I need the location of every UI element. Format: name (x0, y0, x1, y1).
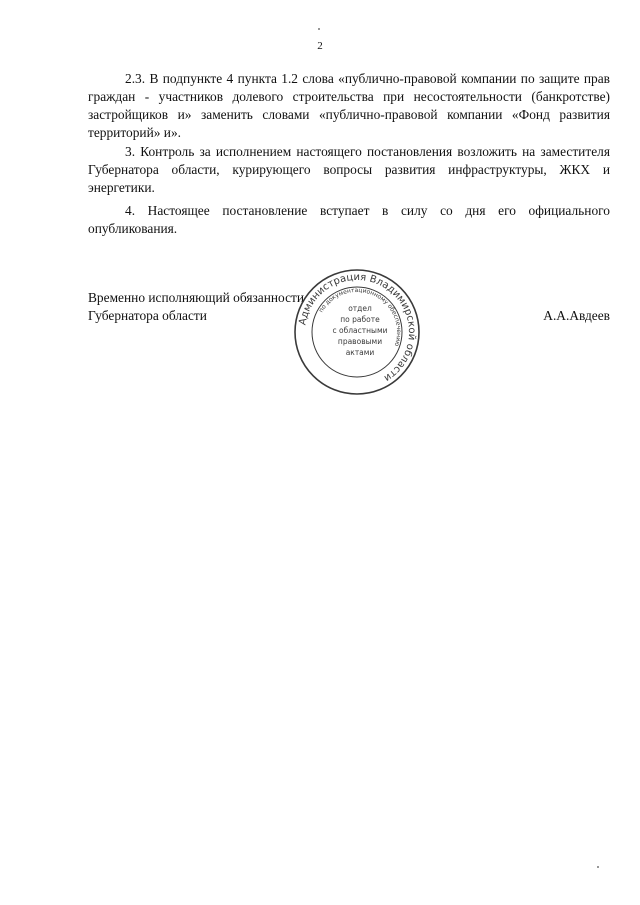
seal-center-line: с областными (332, 326, 388, 335)
official-seal (292, 267, 422, 397)
paragraph-4: 4. Настоящее постановление вступает в силу со дня его официального опубликования. (88, 203, 610, 236)
scan-speck (318, 28, 320, 30)
page-number: 2 (317, 40, 323, 52)
seal-center-line: актами (345, 348, 375, 357)
seal-inner-text: по документационному обеспечению (317, 286, 403, 348)
seal-center-line: правовыми (337, 337, 383, 346)
paragraph-2-3: 2.3. В подпункте 4 пункта 1.2 слова «публично-правовой компании по защите прав граждан - участников долевого строительства при несостоятельности (банкротстве) застройщиков и» заменить словами «публично-правовой компании «Фонд развития территорий» и». (88, 71, 610, 140)
signatory-role-line-2: Губернатора области (88, 308, 207, 323)
seal-center-line: отдел (348, 304, 372, 313)
signatory-role-line-1: Временно исполняющий обязанности (88, 290, 305, 305)
seal-center-line: по работе (340, 315, 380, 324)
seal-outer-text: Администрация Владимирской области (297, 271, 418, 384)
scan-speck (597, 866, 599, 868)
seal-center-text (333, 304, 388, 357)
paragraph-3: 3. Контроль за исполнением настоящего постановления возложить на заместителя Губернатора области, курирующего вопросы развития инфраструктуры, ЖКХ и энергетики. (88, 144, 610, 195)
signatory-name: А.А.Авдеев (543, 308, 610, 323)
